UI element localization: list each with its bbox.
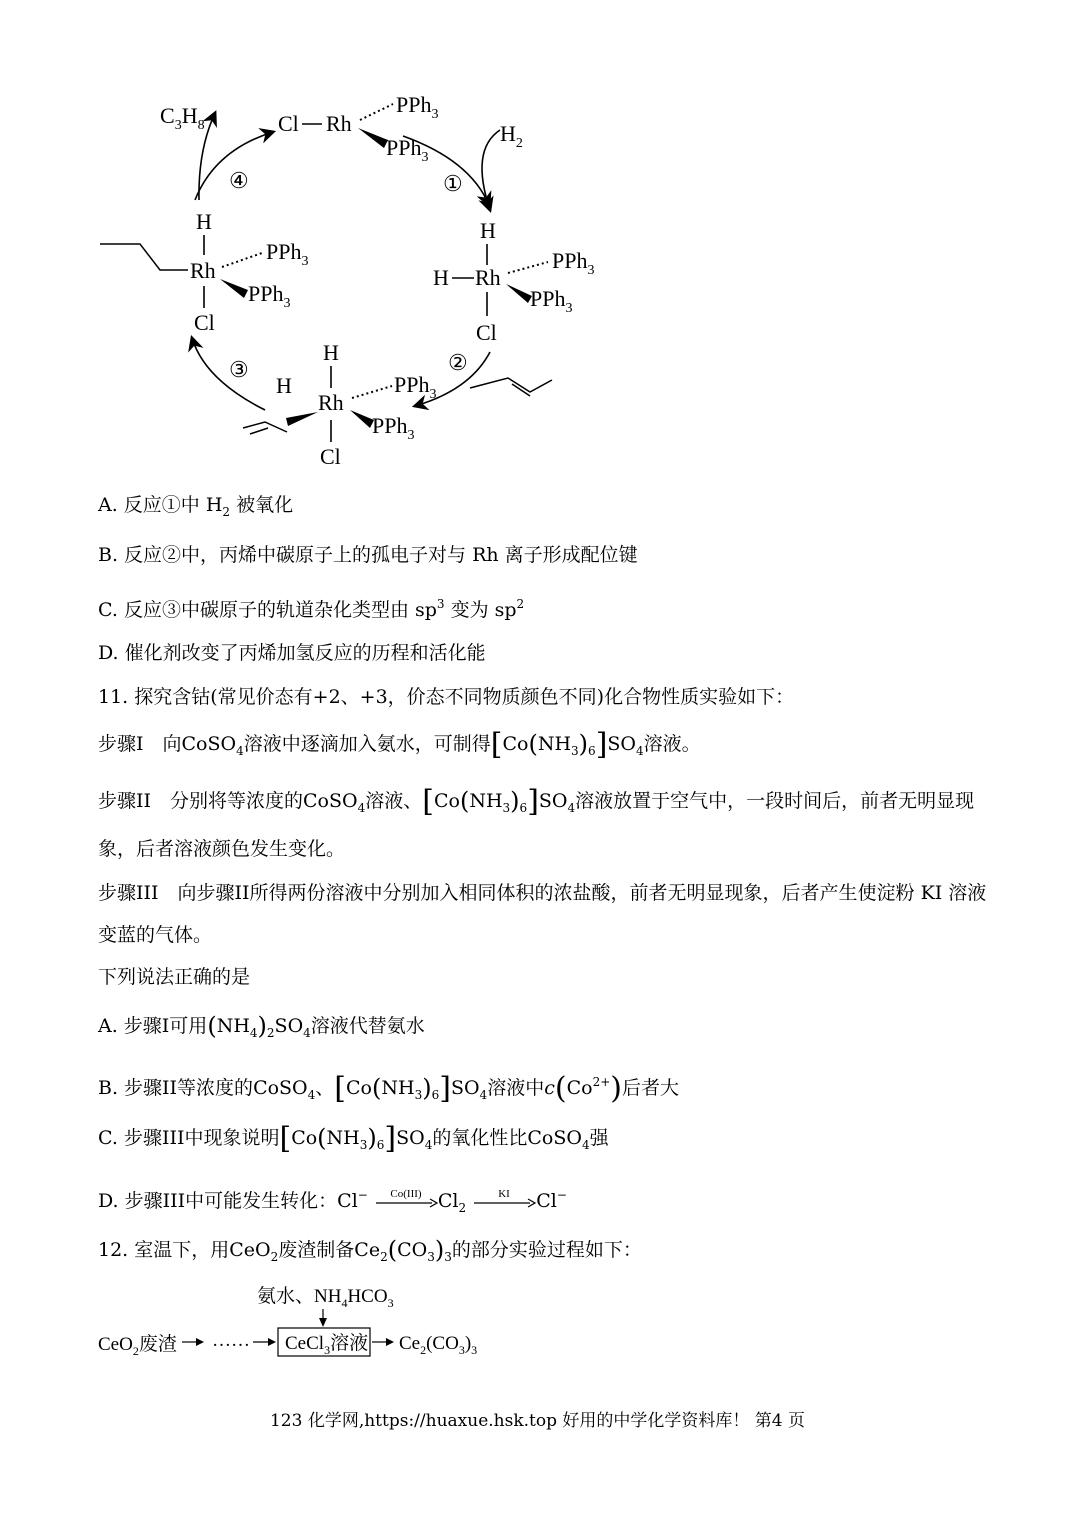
svg-text:Cl: Cl — [320, 444, 341, 469]
q11-step2-cont: 象，后者溶液颜色发生变化。 — [98, 838, 346, 860]
catalytic-cycle-diagram — [0, 0, 1075, 480]
svg-text:Co(III): Co(III) — [390, 1189, 422, 1200]
q10-option-b: B. 反应②中，丙烯中碳原子上的孤电子对与 Rh 离子形成配位键 — [98, 544, 638, 566]
step-1-label: ① — [443, 171, 463, 196]
svg-text:Rh: Rh — [326, 111, 352, 136]
q12-stem: 12. 室温下，用CeO$_2$废渣制备$Ce_2(CO_3)_3$的部分实验过程如下： — [98, 1236, 642, 1264]
q10-option-c: C. 反应③中碳原子的轨道杂化类型由 $sp^3$ 变为 $sp^2$ — [98, 597, 525, 621]
svg-text:H: H — [323, 340, 339, 365]
q12-box: CeCl$_3$溶液 — [285, 1333, 369, 1357]
svg-text:H: H — [276, 373, 292, 398]
q11-option-d: D. 步骤III中可能发生转化：Cl− Co(III) $Cl_2$ KI Cl− — [98, 1188, 567, 1215]
svg-text:H: H — [480, 218, 496, 243]
svg-text:PPh3: PPh$_3$ — [394, 372, 437, 402]
step-4-label: ④ — [229, 168, 249, 193]
svg-text:PPh3: PPh$_3$ — [552, 248, 595, 278]
q11-option-a: A. 步骤I可用$(NH_4)_2SO_4$溶液代替氨水 — [98, 1012, 425, 1040]
q11-question: 下列说法正确的是 — [98, 966, 251, 988]
q11-stem: 11. 探究含钴(常见价态有+2、+3，价态不同物质颜色不同)化合物性质实验如下： — [98, 686, 795, 708]
c3h8-label: $C_3H_8$ — [160, 103, 205, 133]
q11-option-c: C. 步骤III中现象说明$[Co(NH_3)_6]SO_4$的氧化性比CoSO$_4$强 — [98, 1121, 609, 1156]
svg-text:Cl: Cl — [476, 320, 497, 345]
svg-text:H: H — [433, 265, 449, 290]
svg-text:PPh3: PPh$_3$ — [266, 239, 309, 269]
svg-text:PPh3: PPh$_3$ — [386, 135, 429, 165]
q12-reagent: 氨水、$NH_4HCO_3$ — [257, 1286, 394, 1310]
h2-label: $H_2$ — [500, 121, 523, 151]
q12-start: CeO$_2$废渣 — [98, 1334, 177, 1358]
page-footer: 123 化学网,https://huaxue.hsk.top 好用的中学化学资料库！ 第4 页 — [269, 1411, 806, 1431]
svg-text:PPh3: PPh$_3$ — [530, 286, 573, 316]
svg-text:KI: KI — [498, 1189, 511, 1200]
step-2-label: ② — [448, 350, 468, 375]
q11-step2: 步骤II 分别将等浓度的CoSO$_4$溶液、$[Co(NH_3)_6]SO_4$溶液放置于空气中，一段时间后，前者无明显现 — [98, 784, 975, 819]
svg-text:……: …… — [212, 1330, 250, 1351]
q11-step3-cont: 变蓝的气体。 — [98, 924, 213, 946]
q11-step1: 步骤I 向CoSO$_4$溶液中逐滴加入氨水，可制得$[Co(NH_3)_6]SO_4$溶液。 — [98, 727, 701, 762]
q10-option-a: A. 反应①中 $H_2$ 被氧化 — [98, 494, 294, 519]
svg-text:Rh: Rh — [475, 265, 501, 290]
svg-text:PPh3: PPh$_3$ — [372, 413, 415, 443]
svg-text:Rh: Rh — [190, 258, 216, 283]
svg-text:Rh: Rh — [318, 390, 344, 415]
svg-text:H: H — [196, 209, 212, 234]
svg-text:Cl: Cl — [194, 310, 215, 335]
arrow-ki — [472, 1189, 536, 1209]
svg-text:PPh3: PPh$_3$ — [248, 281, 291, 311]
q10-option-d: D. 催化剂改变了丙烯加氢反应的历程和活化能 — [98, 642, 486, 664]
arrow-co3 — [374, 1189, 438, 1209]
svg-text:PPh3: PPh$_3$ — [396, 92, 439, 122]
q11-step3: 步骤III 向步骤II所得两份溶液中分别加入相同体积的浓盐酸，前者无明显现象，后者产生使淀粉 KI 溶液 — [98, 882, 987, 904]
q12-product: $Ce_2(CO_3)_3$ — [399, 1333, 478, 1357]
q11-option-b: B. 步骤II等浓度的CoSO$_4$、$[Co(NH_3)_6]SO_4$溶液中$c(Co^{2+})$后者大 — [98, 1071, 679, 1106]
step-3-label: ③ — [229, 357, 249, 382]
top-cl-rh: Cl — [278, 111, 299, 136]
